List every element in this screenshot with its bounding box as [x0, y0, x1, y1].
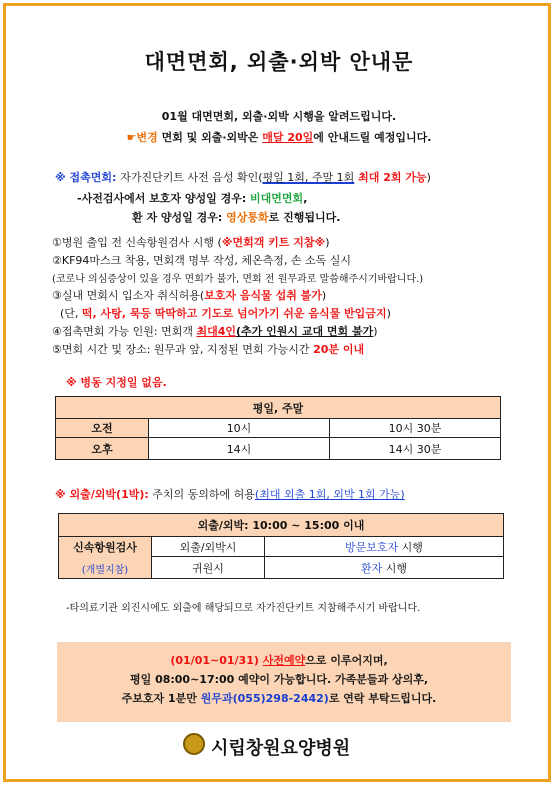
rule-1: ①병원 출입 전 신속항원검사 시행 (※면회객 키트 지참※)	[52, 236, 330, 249]
outing-table	[58, 513, 504, 579]
schedule-date: 매달 20일	[262, 131, 314, 144]
table-row: 신속항원검사 (개별지참) 외출/외박시 방문보호자 시행	[59, 537, 504, 557]
page-title: 대면면회, 외출·외박 안내문	[144, 50, 414, 74]
table-header: 외출/외박: 10:00 ~ 15:00 이내	[59, 514, 504, 537]
intro-line-1: 01월 대면면회, 외출·외박 시행을 알려드립니다.	[161, 110, 397, 123]
table-row: 오전 10시 10시 30분	[56, 419, 501, 438]
table-header-row	[56, 397, 501, 419]
visit-frequency: 평일 1회, 주말 1회	[262, 171, 355, 184]
ward-note: ※ 병동 지정일 없음.	[66, 376, 167, 389]
table-row: 귀원시 환자 시행	[59, 557, 504, 579]
contact-visit-line: ※ 접촉면회: 자가진단키트 사전 음성 확인(평일 1회, 주말 1회 최대 2회 가능)	[55, 171, 431, 184]
pre-test-line: -사전검사에서 보호자 양성일 경우: 비대면면회,	[77, 192, 308, 205]
non-contact-visit: 비대면면회	[250, 192, 304, 205]
hospital-note: -타의료기관 외진시에도 외출에 해당되므로 자가진단키트 지참해주시기 바랍니다.	[66, 603, 421, 614]
reservation-line-1: (01/01~01/31) 사전예약으로 이루어지며,	[170, 654, 388, 667]
hospital-logo-icon	[183, 733, 205, 755]
visit-time-table	[55, 396, 501, 460]
reservation-line-2: 평일 08:00~17:00 예약이 가능합니다. 가족분들과 상의후,	[129, 673, 429, 686]
table-row: 오후 14시 14시 30분	[56, 438, 501, 460]
rule-2: ②KF94마스크 착용, 면회객 명부 작성, 체온측정, 손 소독 실시	[52, 254, 352, 267]
rapid-test-cell: 신속항원검사 (개별지참)	[59, 537, 152, 579]
hospital-name: 시립창원요양병원	[211, 738, 351, 759]
contact-visit-label: 접촉면회:	[65, 171, 121, 184]
reservation-line-3: 주보호자 1분만 원무과(055)298-2442)로 연락 부탁드립니다.	[121, 692, 437, 705]
change-label: 변경	[136, 131, 158, 144]
rule-5: ⑤면회 시간 및 장소: 원무과 앞, 지정된 면회 가능시간 20분 이내	[52, 343, 365, 356]
outing-line: ※ 외출/외박(1박): 주치의 동의하에 허용(최대 외출 1회, 외박 1회 가능)	[55, 488, 405, 501]
table-header-row	[59, 514, 504, 537]
rule-2-sub: (코로나 의심증상이 있을 경우 면회가 불가, 면회 전 원무과로 말씀해주시기바랍니다.)	[52, 274, 424, 285]
rule-3: ③실내 면회시 입소자 취식허용(보호자 음식물 섭취 불가)	[52, 289, 327, 302]
rule-4: ④접촉면회 가능 인원: 면회객 최대4인(추가 인원시 교대 면회 불가)	[52, 325, 378, 338]
pointing-hand-icon: ☛	[126, 131, 137, 144]
patient-positive-line: 환 자 양성일 경우: 영상통화로 진행됩니다.	[132, 211, 341, 224]
video-call: 영상통화	[226, 211, 269, 224]
rule-3-sub: (단, 떡, 사탕, 묵등 딱딱하고 기도로 넘어가기 쉬운 음식물 반입금지)	[60, 307, 391, 320]
table-header: 평일, 주말	[56, 397, 501, 419]
phone-number: 원무과(055)298-2442)	[200, 692, 329, 705]
intro-line-2: ☛변경 면회 및 외출·외박은 매달 20일에 안내드릴 예정입니다.	[126, 131, 432, 144]
